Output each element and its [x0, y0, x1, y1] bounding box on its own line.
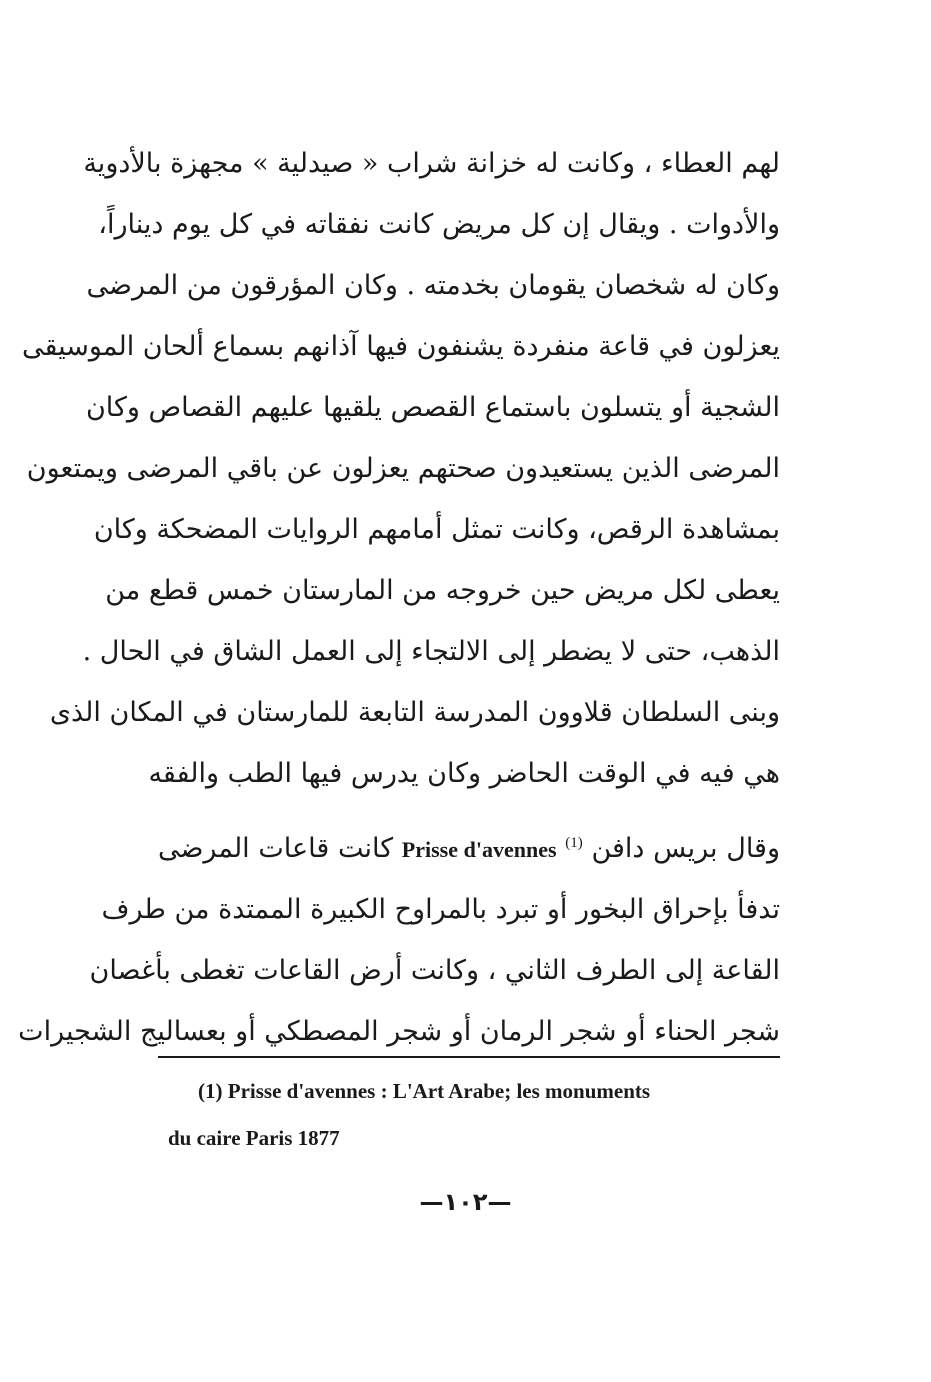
text-line: شجر الحناء أو شجر الرمان أو شجر المصطكي أو بعساليج الشجيرات	[18, 1016, 780, 1047]
footnote-line: (1) Prisse d'avennes : L'Art Arabe; les monuments	[198, 1079, 651, 1103]
text-line: لهم العطاء ، وكانت له خزانة شراب « صيدلية » مجهزة بالأدوية	[83, 148, 780, 179]
text-line: يعزلون في قاعة منفردة يشنفون فيها آذانهم بسماع ألحان الموسيقى	[22, 331, 780, 362]
main-text	[18, 133, 780, 1062]
text-line: هي فيه في الوقت الحاضر وكان يدرس فيها الطب والفقه	[148, 758, 780, 789]
text-line: والأدوات . ويقال إن كل مريض كانت نفقاته في كل يوم ديناراً،	[98, 209, 780, 240]
text-line: الذهب، حتى لا يضطر إلى الالتجاء إلى العمل الشاق في الحال .	[82, 636, 780, 667]
text-line: يعطى لكل مريض حين خروجه من المارستان خمس قطع من	[105, 575, 780, 606]
text-line-with-citation	[158, 818, 780, 879]
text-fragment: وقال بريس دافن	[591, 833, 780, 864]
footnote-divider	[158, 1056, 780, 1058]
text-line: المرضى الذين يستعيدون صحتهم يعزلون عن باقي المرضى ويمتعون	[26, 453, 780, 484]
footnote-line: du caire Paris 1877	[168, 1126, 340, 1150]
text-line: تدفأ بإحراق البخور أو تبرد بالمراوح الكبيرة الممتدة من طرف	[101, 894, 780, 925]
page-number: —١٠٢—	[419, 1188, 512, 1216]
footnote	[168, 1068, 776, 1162]
paragraph-gap	[158, 804, 780, 818]
text-line: القاعة إلى الطرف الثاني ، وكانت أرض القاعات تغطى بأغصان	[89, 955, 780, 986]
text-fragment: كانت قاعات المرضى	[158, 833, 394, 864]
text-line: وكان له شخصان يقومان بخدمته . وكان المؤرقون من المرضى	[86, 270, 780, 301]
text-line: وبنى السلطان قلاوون المدرسة التابعة للمارستان في المكان الذى	[49, 697, 780, 728]
text-line: بمشاهدة الرقص، وكانت تمثل أمامهم الروايات المضحكة وكان	[93, 514, 780, 545]
text-line: الشجية أو يتسلون باستماع القصص يلقيها عليهم القصاص وكان	[85, 392, 780, 423]
footnote-marker: (1)	[565, 835, 583, 851]
latin-name: Prisse d'avennes	[401, 837, 557, 862]
